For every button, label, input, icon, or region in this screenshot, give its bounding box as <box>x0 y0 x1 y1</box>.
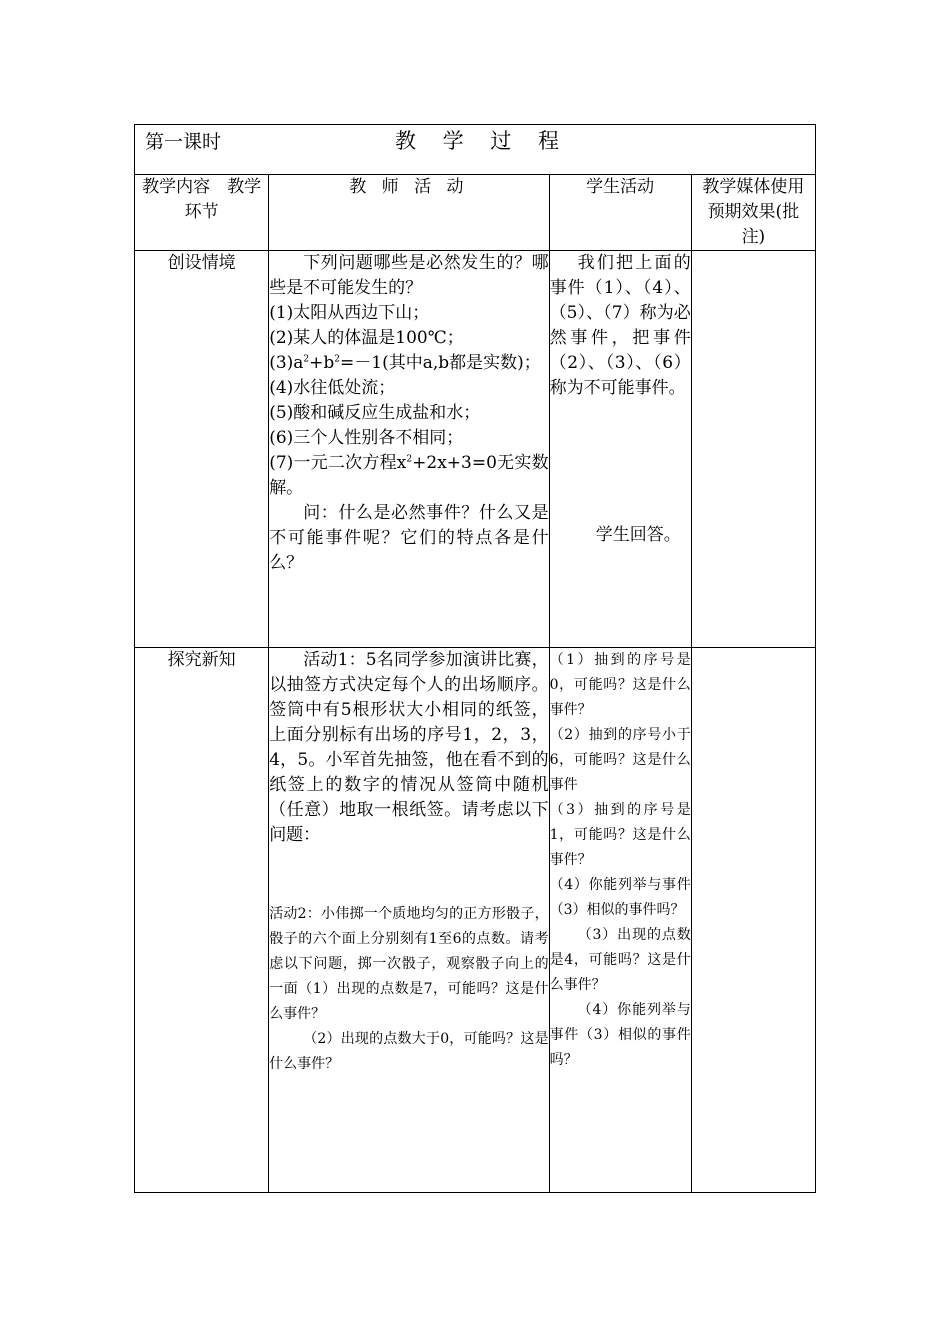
superscript: 2 <box>303 354 310 365</box>
table-row <box>135 251 816 648</box>
student-question: （4）你能列举与事件（3）相似的事件吗？ <box>549 877 691 918</box>
formula-part: +2x+3=0无实数解。 <box>269 453 549 498</box>
title-row <box>135 125 816 175</box>
formula-part: =－1(其中a,b都是实数)； <box>340 353 541 373</box>
list-item: (2)某人的体温是100℃； <box>269 328 464 348</box>
media-cell <box>691 648 815 1193</box>
stage-cell: 探究新知 <box>135 648 269 1193</box>
spacer <box>269 848 548 902</box>
teacher-activity-cell <box>269 648 549 1193</box>
list-item: (1)太阳从西边下山； <box>269 303 430 323</box>
activity-1: 活动1：5名同学参加演讲比赛，以抽签方式决定每个人的出场顺序。签筒中有5根形状大小相同的纸签，上面分别标有出场的序号1，2，3，4，5。小军首先抽签，他在看不到的纸签上的数字的情况从签筒中随机（任意）地取一根纸签。请考虑以下问题： <box>269 650 549 845</box>
teacher-intro: 下列问题哪些是必然发生的？哪些是不可能发生的？ <box>269 253 549 298</box>
student-answer: 学生回答。 <box>595 525 681 545</box>
list-item: (6)三个人性别各不相同； <box>269 428 464 448</box>
col-header-content: 教学内容 教学环节 <box>135 175 269 251</box>
list-item <box>269 351 548 376</box>
formula-part: (3)a <box>269 353 304 373</box>
stage-cell: 创设情境 <box>135 251 269 648</box>
student-question: （2）抽到的序号小于6，可能吗？这是什么事件 <box>549 727 691 793</box>
student-question: （4）你能列举与事件（3）相似的事件吗？ <box>549 1002 691 1068</box>
formula-part: (7)一元二次方程x <box>269 453 407 473</box>
media-cell <box>691 251 815 648</box>
list-item: (5)酸和碱反应生成盐和水； <box>269 403 481 423</box>
list-item <box>269 451 548 501</box>
superscript: 2 <box>406 454 413 465</box>
lesson-table <box>134 124 816 1193</box>
formula-part: +b <box>309 353 335 373</box>
student-text: 我们把上面的事件（1）、（4）、（5）、（7）称为必然事件，把事件（2）、（3）、（6）称为不可能事件。 <box>549 253 691 398</box>
header-row <box>135 175 816 251</box>
activity-2: 活动2：小伟掷一个质地均匀的正方形骰子，骰子的六个面上分别刻有1至6的点数。请考虑以下问题，掷一次骰子，观察骰子向上的一面（1）出现的点数是7，可能吗？这是什么事件？ <box>269 906 549 1022</box>
page-title: 教 学 过 程 <box>395 129 570 153</box>
teacher-activity-cell <box>269 251 549 648</box>
activity-2-q2: （2）出现的点数大于0，可能吗？这是什么事件？ <box>269 1031 549 1072</box>
student-activity-cell <box>549 251 691 648</box>
col-header-student: 学生活动 <box>549 175 691 251</box>
student-question: （3）出现的点数是4，可能吗？这是什么事件？ <box>549 927 691 993</box>
col-header-media: 教学媒体使用预期效果(批注) <box>691 175 815 251</box>
student-question: （1）抽到的序号是0，可能吗？这是什么事件？ <box>549 652 691 718</box>
spacer <box>550 401 691 523</box>
list-item: (4)水往低处流； <box>269 378 396 398</box>
student-question: （3）抽到的序号是1，可能吗？这是什么事件？ <box>549 802 691 868</box>
student-activity-cell <box>549 648 691 1193</box>
teacher-question: 问：什么是必然事件？什么又是不可能事件呢？它们的特点各是什么？ <box>269 503 549 573</box>
lesson-number: 第一课时 <box>145 131 222 153</box>
col-header-teacher: 教 师 活 动 <box>269 175 549 251</box>
superscript: 2 <box>334 354 341 365</box>
table-row <box>135 648 816 1193</box>
title-cell <box>135 125 816 175</box>
